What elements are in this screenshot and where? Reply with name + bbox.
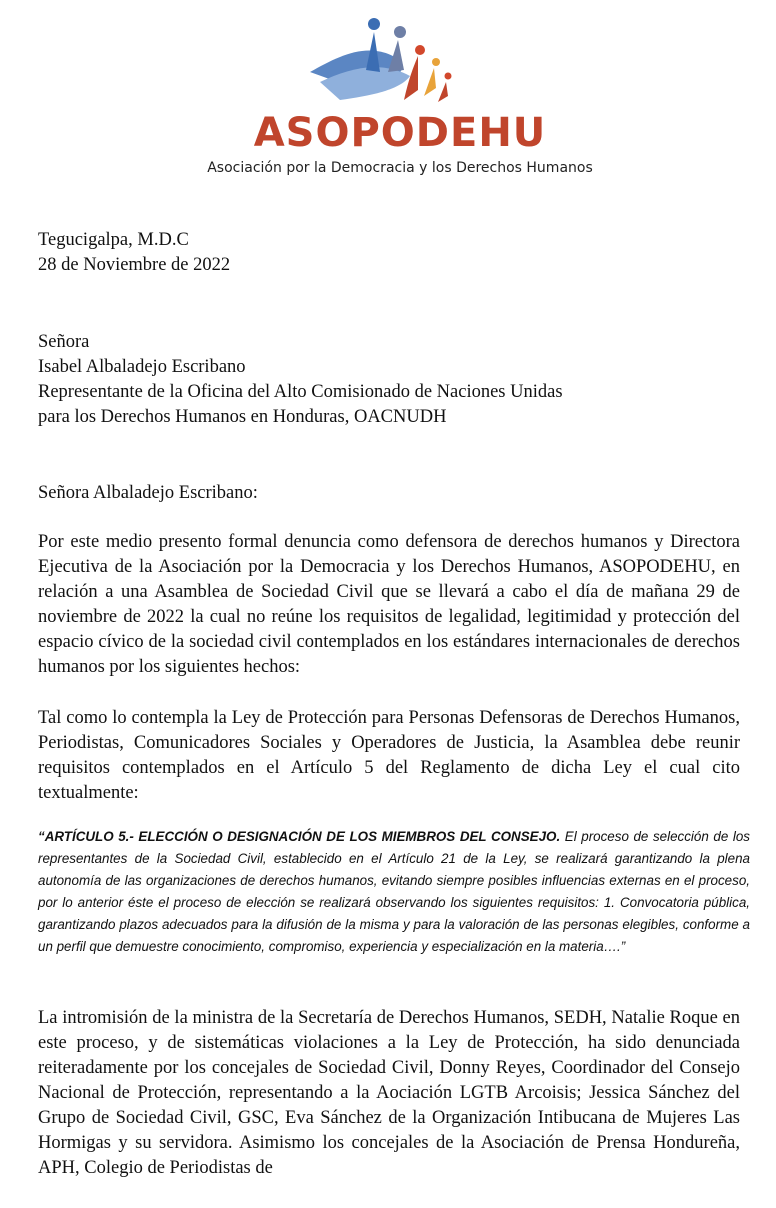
recipient-name: Isabel Albaladejo Escribano (38, 357, 246, 377)
recipient-role-line1: Representante de la Oficina del Alto Comisionado de Naciones Unidas (38, 382, 563, 402)
place: Tegucigalpa, M.D.C (38, 230, 189, 250)
org-full-name: Asociación por la Democracia y los Derechos Humanos (207, 160, 593, 176)
paragraph-2: Tal como lo contempla la Ley de Protección para Personas Defensoras de Derechos Humanos, Periodistas, Comunicadores Sociales y Operadores de Justicia, la Asamblea debe reunir requisitos contemplados en el Artículo 5 del Reglamento de dicha Ley el cual cito textualmente: (38, 708, 740, 803)
article-quote (38, 826, 750, 958)
recipient-role-line2: para los Derechos Humanos en Honduras, OACNUDH (38, 407, 447, 427)
org-acronym: ASOPODEHU (253, 110, 547, 156)
letterhead-logo (200, 10, 600, 175)
quote-heading: “ARTÍCULO 5.- ELECCIÓN O DESIGNACIÓN DE LOS MIEMBROS DEL CONSEJO. (38, 829, 561, 844)
date: 28 de Noviembre de 2022 (38, 255, 231, 275)
people-figures-icon (300, 10, 470, 110)
recipient-title: Señora (38, 332, 90, 352)
paragraph-3: La intromisión de la ministra de la Secretaría de Derechos Humanos, SEDH, Natalie Roque en este proceso, y de sistemáticas violaciones a la Ley de Protección, ha sido denunciada reiteradamente por los concejales de Sociedad Civil, Donny Reyes, Coordinador del Consejo Nacional de Protección, representando a la Aociación LGTB Arcoisis; Jessica Sánchez del Grupo de Sociedad Civil, GSC, Eva Sánchez de la Organización Intibucana de Mujeres Las Hormigas y su servidora. Asimismo los concejales de la Asociación de Prensa Hondureña, APH, Colegio de Periodistas de (38, 1008, 740, 1178)
recipient-block (38, 330, 740, 430)
place-date-block (38, 228, 740, 278)
paragraph-1: Por este medio presento formal denuncia como defensora de derechos humanos y Directora Ejecutiva de la Asociación por la Democracia y los Derechos Humanos, ASOPODEHU, en relación a una Asamblea de Sociedad Civil que se llevará a cabo el día de mañana 29 de noviembre de 2022 la cual no reúne los requisitos de legalidad, legitimidad y protección del espacio cívico de la sociedad civil contemplados en los estándares internacionales de derechos humanos por los siguientes hechos: (38, 532, 740, 677)
quote-text: El proceso de selección de los representantes de la Sociedad Civil, establecido en el Artículo 21 de la Ley, se realizará garantizando la plena autonomía de las organizaciones de derechos humanos, evitando siempre posibles influencias externas en el proceso, por lo anterior éste el proceso de elección se realizará observando los siguientes requisitos: 1. Convocatoria pública, garantizando plazos adecuados para la difusión de la misma y para la valoración de las personas elegibles, conforme a un perfil que demuestre conocimiento, compromiso, experiencia y especialización en la materia….” (38, 829, 750, 954)
greeting: Señora Albaladejo Escribano: (38, 483, 258, 503)
